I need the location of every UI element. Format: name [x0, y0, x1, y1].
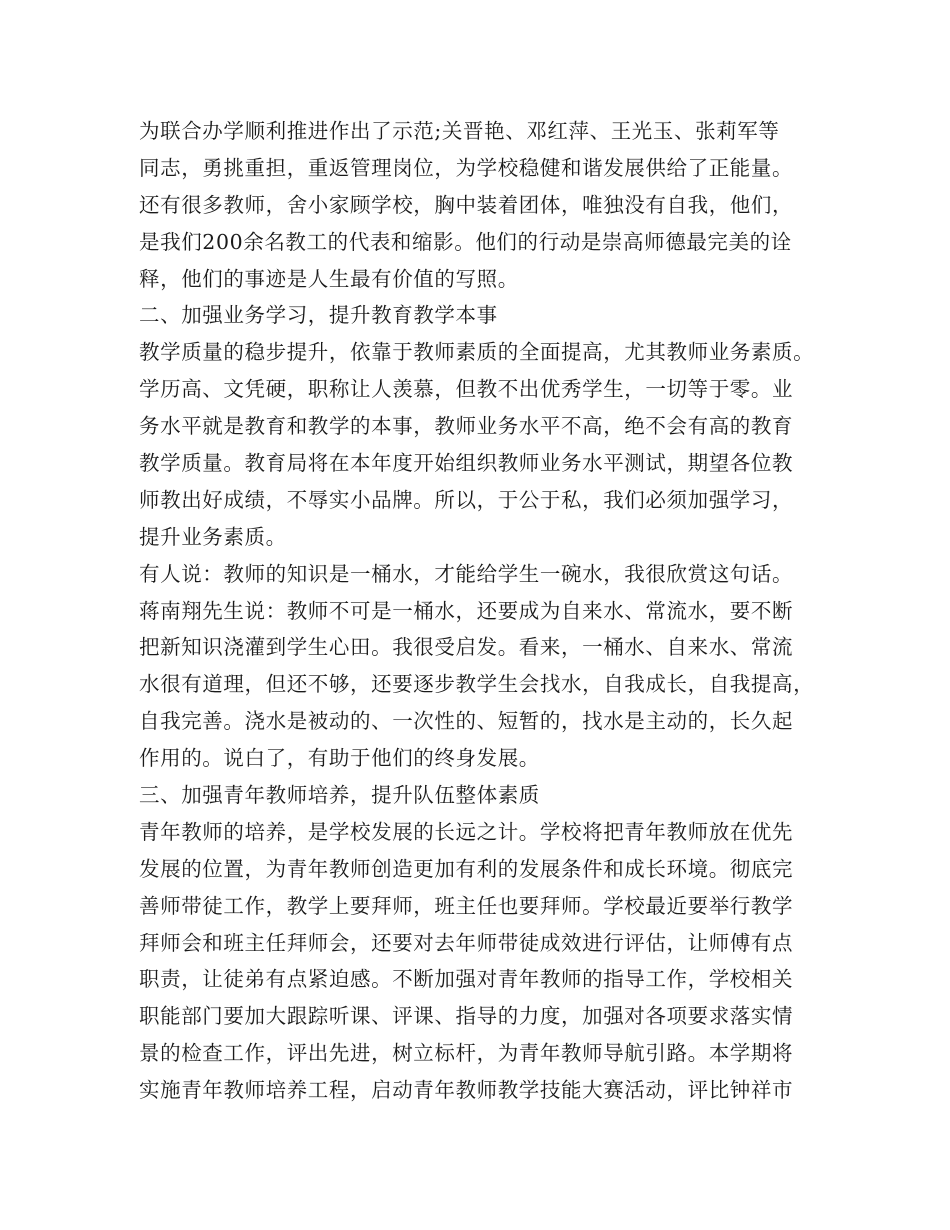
text-line: 是我们200余名教工的代表和缩影。他们的行动是崇高师德最完美的诠 — [139, 229, 792, 254]
text-line: 自我完善。浇水是被动的、一次性的、短暂的，找水是主动的，长久起 — [139, 709, 794, 734]
text-line: 作用的。说白了，有助于他们的终身发展。 — [139, 746, 540, 771]
text-line: 发展的位置，为青年教师创造更加有利的发展条件和成长环境。彻底完 — [139, 856, 794, 881]
text-line: 蒋南翔先生说：教师不可是一桶水，还要成为自来水、常流水，要不断 — [139, 598, 794, 623]
text-line: 把新知识浇灌到学生心田。我很受启发。看来，一桶水、自来水、常流 — [139, 635, 794, 660]
text-line: 务水平就是教育和教学的本事，教师业务水平不高，绝不会有高的教育 — [139, 414, 794, 439]
section-heading: 三、加强青年教师培养，提升队伍整体素质 — [139, 783, 540, 808]
text-line: 师教出好成绩，不辱实小品牌。所以，于公于私，我们必须加强学习， — [139, 487, 794, 512]
text-line: 教学质量。教育局将在本年度开始组织教师业务水平测试，期望各位教 — [139, 451, 794, 476]
text-line: 善师带徒工作，教学上要拜师，班主任也要拜师。学校最近要举行教学 — [139, 893, 794, 918]
text-line: 拜师会和班主任拜师会，还要对去年师带徒成效进行评估，让师傅有点 — [139, 930, 794, 955]
text-line: 实施青年教师培养工程，启动青年教师教学技能大赛活动，评比钟祥市 — [139, 1078, 794, 1103]
text-line: 水很有道理，但还不够，还要逐步教学生会找水，自我成长，自我提高， — [139, 672, 815, 697]
text-line: 青年教师的培养，是学校发展的长远之计。学校将把青年教师放在优先 — [139, 819, 794, 844]
text-line: 还有很多教师，舍小家顾学校，胸中装着团体，唯独没有自我，他们， — [139, 192, 794, 217]
text-line: 释，他们的事迹是人生最有价值的写照。 — [139, 266, 519, 291]
text-line: 有人说：教师的知识是一桶水，才能给学生一碗水，我很欣赏这句话。 — [139, 561, 794, 586]
section-heading: 二、加强业务学习，提升教育教学本事 — [139, 303, 498, 328]
text-line: 同志，勇挑重担，重返管理岗位，为学校稳健和谐发展供给了正能量。 — [139, 155, 794, 180]
text-line: 学历高、文凭硬，职称让人羡慕，但教不出优秀学生，一切等于零。业 — [139, 377, 794, 402]
text-line: 为联合办学顺利推进作出了示范;关晋艳、邓红萍、王光玉、张莉军等 — [139, 119, 780, 143]
text-line: 职能部门要加大跟踪听课、评课、指导的力度，加强对各项要求落实情 — [139, 1004, 794, 1029]
text-line: 教学质量的稳步提升，依靠于教师素质的全面提高，尤其教师业务素质。 — [139, 340, 815, 365]
document-body — [139, 113, 829, 1109]
text-line: 景的检查工作，评出先进，树立标杆，为青年教师导航引路。本学期将 — [139, 1041, 794, 1066]
text-line: 职责，让徒弟有点紧迫感。不断加强对青年教师的指导工作，学校相关 — [139, 967, 794, 992]
text-line: 提升业务素质。 — [139, 524, 287, 549]
